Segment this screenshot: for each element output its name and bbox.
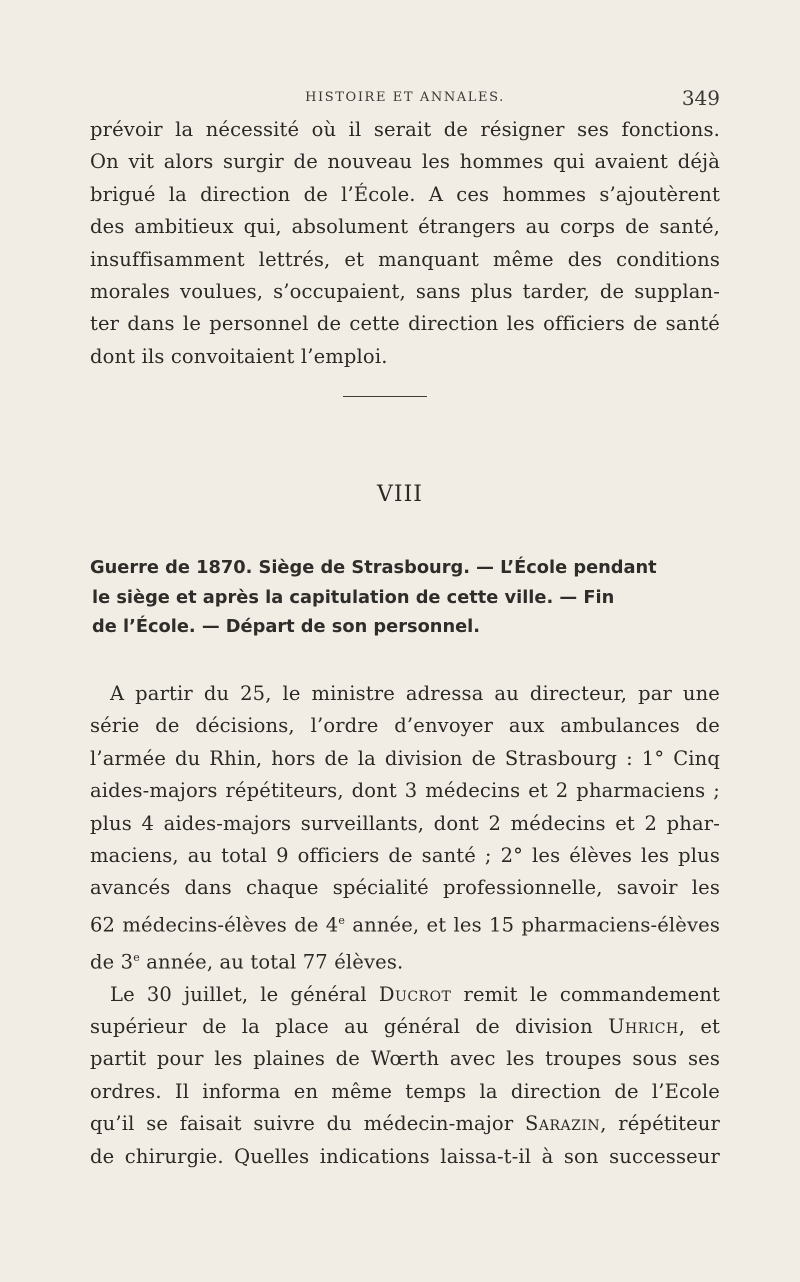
running-title: HISTOIRE ET ANNALES. (305, 90, 505, 105)
text-line: aides-majors répétiteurs, dont 3 médecins et 2 pharmaciens ; (90, 779, 720, 803)
section-divider (343, 396, 427, 397)
text-line: qu’il se faisait suivre du médecin-major Sarazin, répétiteur (90, 1112, 720, 1136)
text-line: prévoir la nécessité où il serait de résigner ses fonctions. (90, 118, 720, 141)
heading-line: de l’École. — Départ de son personnel. (92, 616, 481, 637)
text-line: On vit alors surgir de nouveau les hommes qui avaient déjà (90, 150, 720, 174)
text-line: de 3e année, au total 77 élèves. (90, 950, 404, 974)
text-line: ter dans le personnel de cette direction les officiers de santé (90, 312, 720, 336)
person-name: Ducrot (378, 982, 452, 1006)
text-line: l’armée du Rhin, hors de la division de Strasbourg : 1° Cinq (90, 746, 720, 770)
text-line: dont ils convoitaient l’emploi. (90, 344, 388, 368)
text-line: des ambitieux qui, absolument étrangers au corps de santé, (90, 215, 720, 239)
person-name: Sarazin (525, 1112, 601, 1136)
text-line: partit pour les plaines de Wœrth avec les troupes sous ses (90, 1047, 720, 1071)
text-line: ordres. Il informa en même temps la direction de l’Ecole (90, 1079, 720, 1103)
person-name: Uhrich (608, 1015, 679, 1039)
text-line: série de décisions, l’ordre d’envoyer aux ambulances de (90, 714, 720, 738)
running-head (90, 86, 720, 116)
text-line: supérieur de la place au général de division Uhrich, et (90, 1015, 721, 1039)
text-line: insuffisamment lettrés, et manquant même des conditions (90, 247, 720, 271)
text-line: 62 médecins-élèves de 4e année, et les 15 pharmaciens-élèves (90, 913, 720, 937)
text-line: plus 4 aides-majors surveillants, dont 2 médecins et 2 phar- (90, 811, 720, 835)
text-line: avancés dans chaque spécialité professionnelle, savoir les (90, 876, 720, 900)
text-line: Le 30 juillet, le général Ducrot remit le commandement (110, 982, 721, 1006)
text-line: maciens, au total 9 officiers de santé ; 2° les élèves les plus (90, 844, 720, 868)
text-line: morales voulues, s’occupaient, sans plus tarder, de supplan- (90, 280, 720, 304)
heading-line: le siège et après la capitulation de cette ville. — Fin (92, 586, 615, 608)
section-number: VIII (377, 482, 423, 507)
section-heading (90, 553, 720, 642)
text-line: de chirurgie. Quelles indications laissa-t-il à son successeur (90, 1144, 720, 1168)
page-number: 349 (681, 86, 720, 110)
heading-line: Guerre de 1870. Siège de Strasbourg. — L’École pendant (90, 557, 657, 578)
text-line: brigué la direction de l’École. A ces hommes s’ajoutèrent (90, 182, 720, 206)
paragraph-main (90, 678, 720, 1173)
paragraph-continued (90, 114, 720, 373)
text-line: A partir du 25, le ministre adressa au directeur, par une (110, 682, 720, 705)
